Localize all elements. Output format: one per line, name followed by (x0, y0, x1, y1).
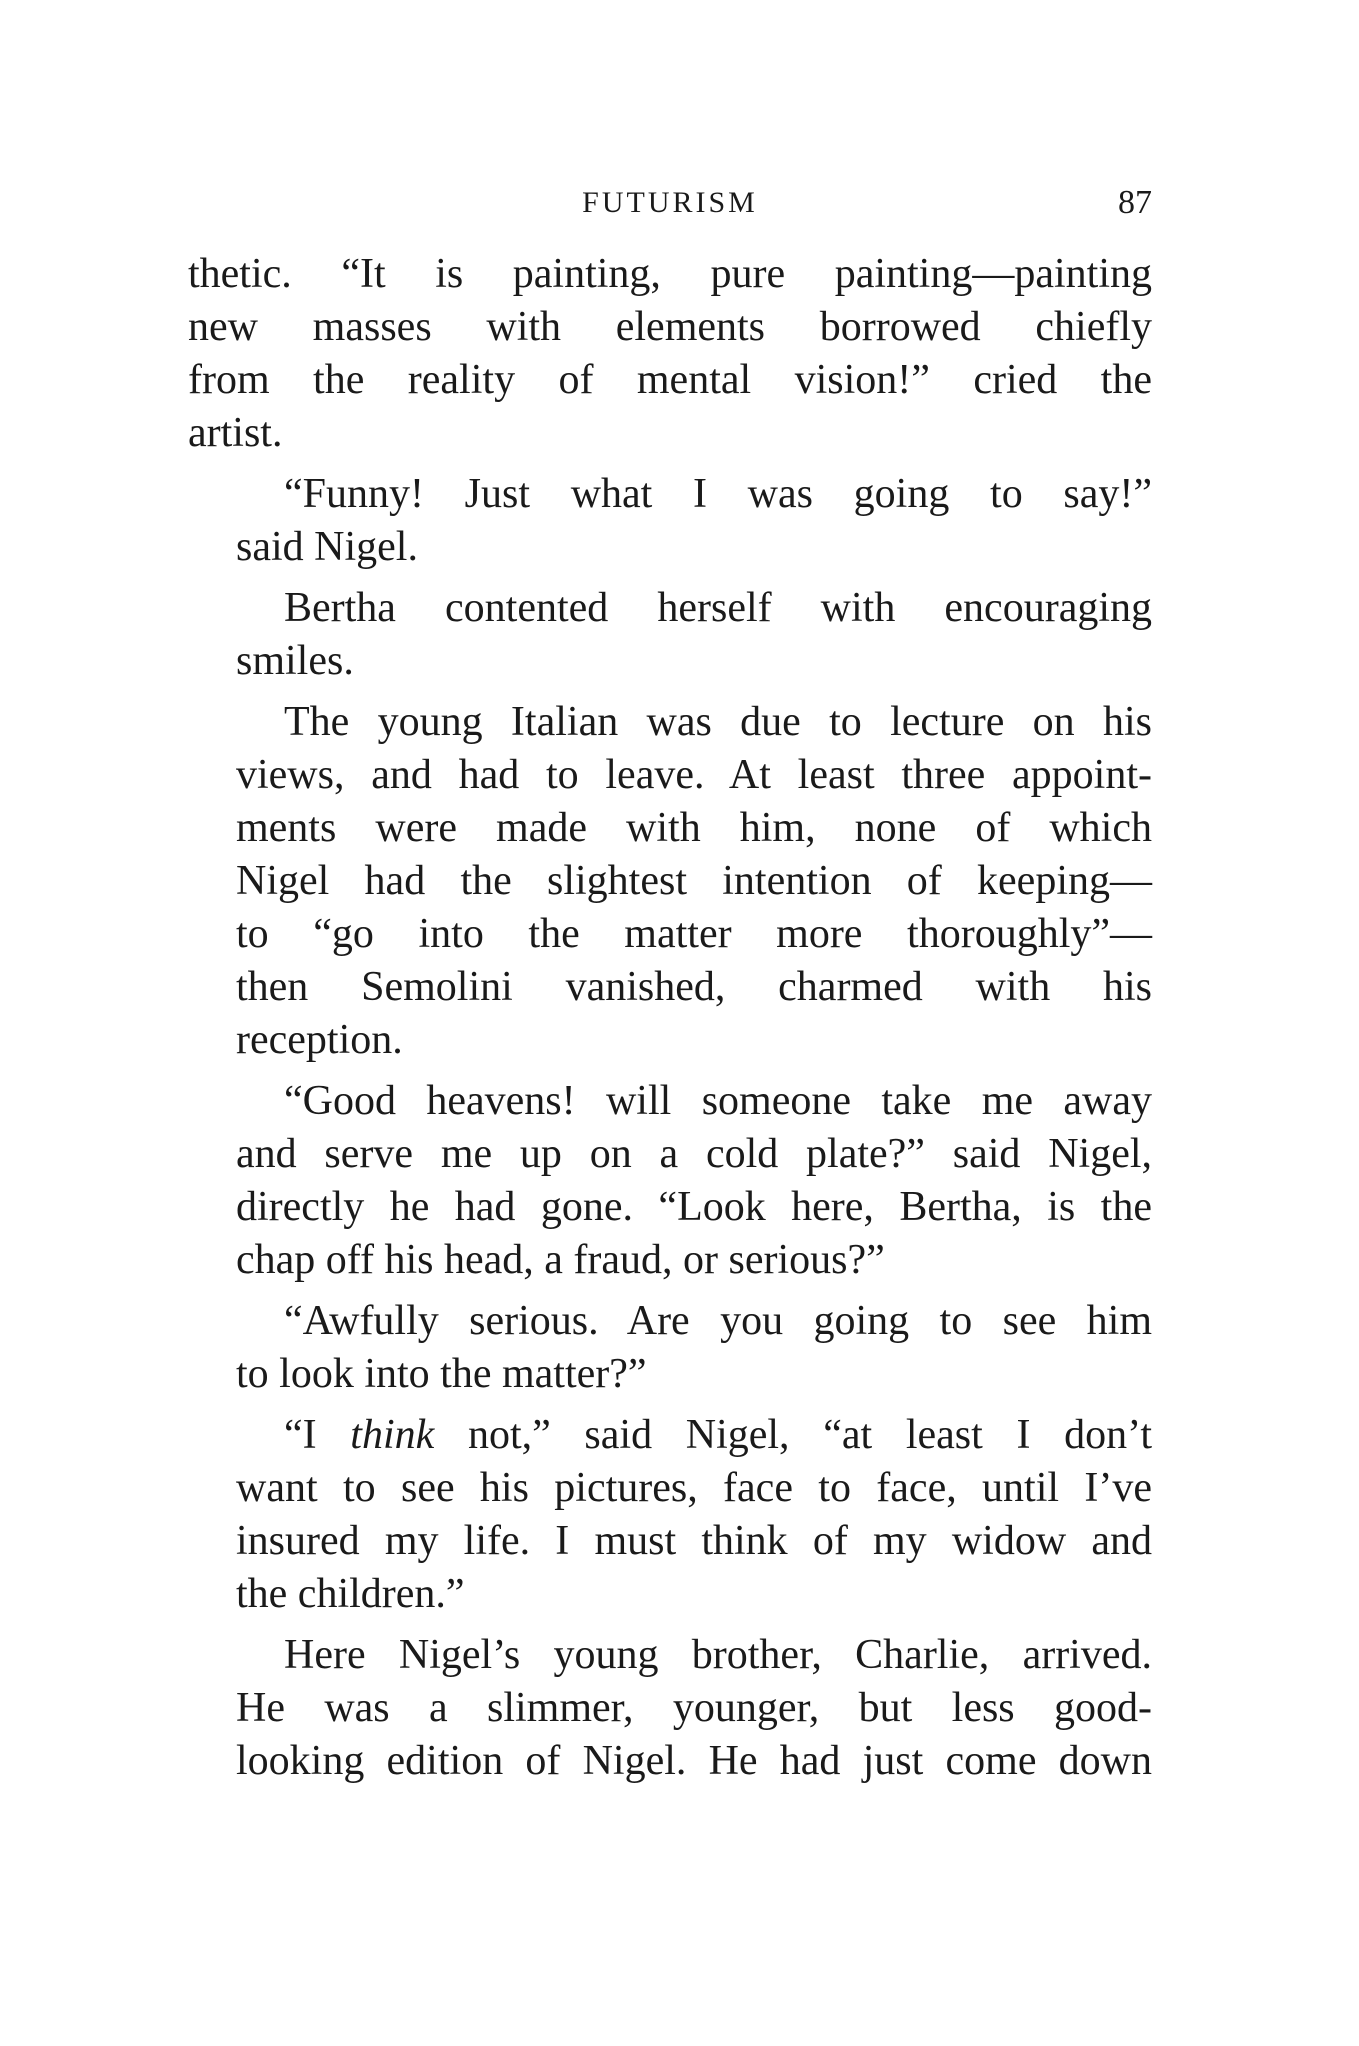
text-line: Bertha contented herself with encouraging (284, 585, 1152, 631)
text-line: from the reality of mental vision!” cried the (188, 357, 1152, 403)
paragraph (188, 1409, 1152, 1621)
text-line: “Good heavens! will someone take me away (284, 1078, 1152, 1124)
running-title: FUTURISM (582, 186, 758, 219)
text-line (188, 1409, 1152, 1462)
paragraph (188, 1295, 1152, 1401)
text-line: “Awfully serious. Are you going to see him (284, 1298, 1152, 1344)
paragraph (188, 468, 1152, 574)
text-line: to “go into the matter more thoroughly”— (236, 911, 1152, 957)
paragraph (188, 1075, 1152, 1287)
text-line: He was a slimmer, younger, but less good- (236, 1685, 1152, 1731)
text-line: to look into the matter?” (236, 1351, 647, 1397)
text-line: smiles. (236, 638, 354, 684)
text-line: Nigel had the slightest intention of keeping— (236, 858, 1152, 904)
text-line: insured my life. I must think of my widow and (236, 1518, 1152, 1564)
paragraph (188, 582, 1152, 688)
text-line: views, and had to leave. At least three appoint- (236, 752, 1152, 798)
page-number: 87 (1118, 184, 1152, 221)
text-line: reception. (236, 1017, 403, 1063)
text-line: ments were made with him, none of which (236, 805, 1152, 851)
text-line: The young Italian was due to lecture on his (284, 699, 1152, 745)
running-head (188, 178, 1152, 228)
text-line: directly he had gone. “Look here, Bertha, is the (236, 1184, 1152, 1230)
text-line: then Semolini vanished, charmed with his (236, 964, 1152, 1010)
text-line: artist. (188, 410, 283, 456)
text-line: “Funny! Just what I was going to say!” (284, 471, 1152, 517)
paragraph (188, 1629, 1152, 1788)
emphasis-text: think (350, 1412, 435, 1458)
text-fragment: “I (284, 1412, 351, 1458)
text-line: looking edition of Nigel. He had just come down (236, 1738, 1152, 1784)
body-text (188, 248, 1152, 1796)
text-fragment: not,” said Nigel, “at least I don’t (434, 1412, 1152, 1458)
text-line: thetic. “It is painting, pure painting—painting (188, 251, 1152, 297)
text-line: said Nigel. (236, 524, 418, 570)
text-line: want to see his pictures, face to face, until I’ve (236, 1465, 1152, 1511)
paragraph (188, 248, 1152, 460)
text-line: the children.” (236, 1571, 465, 1617)
text-line: Here Nigel’s young brother, Charlie, arrived. (284, 1632, 1152, 1678)
text-line: new masses with elements borrowed chiefly (188, 304, 1152, 350)
text-line: and serve me up on a cold plate?” said Nigel, (236, 1131, 1152, 1177)
paragraph (188, 696, 1152, 1067)
text-line: chap off his head, a fraud, or serious?” (236, 1237, 885, 1283)
